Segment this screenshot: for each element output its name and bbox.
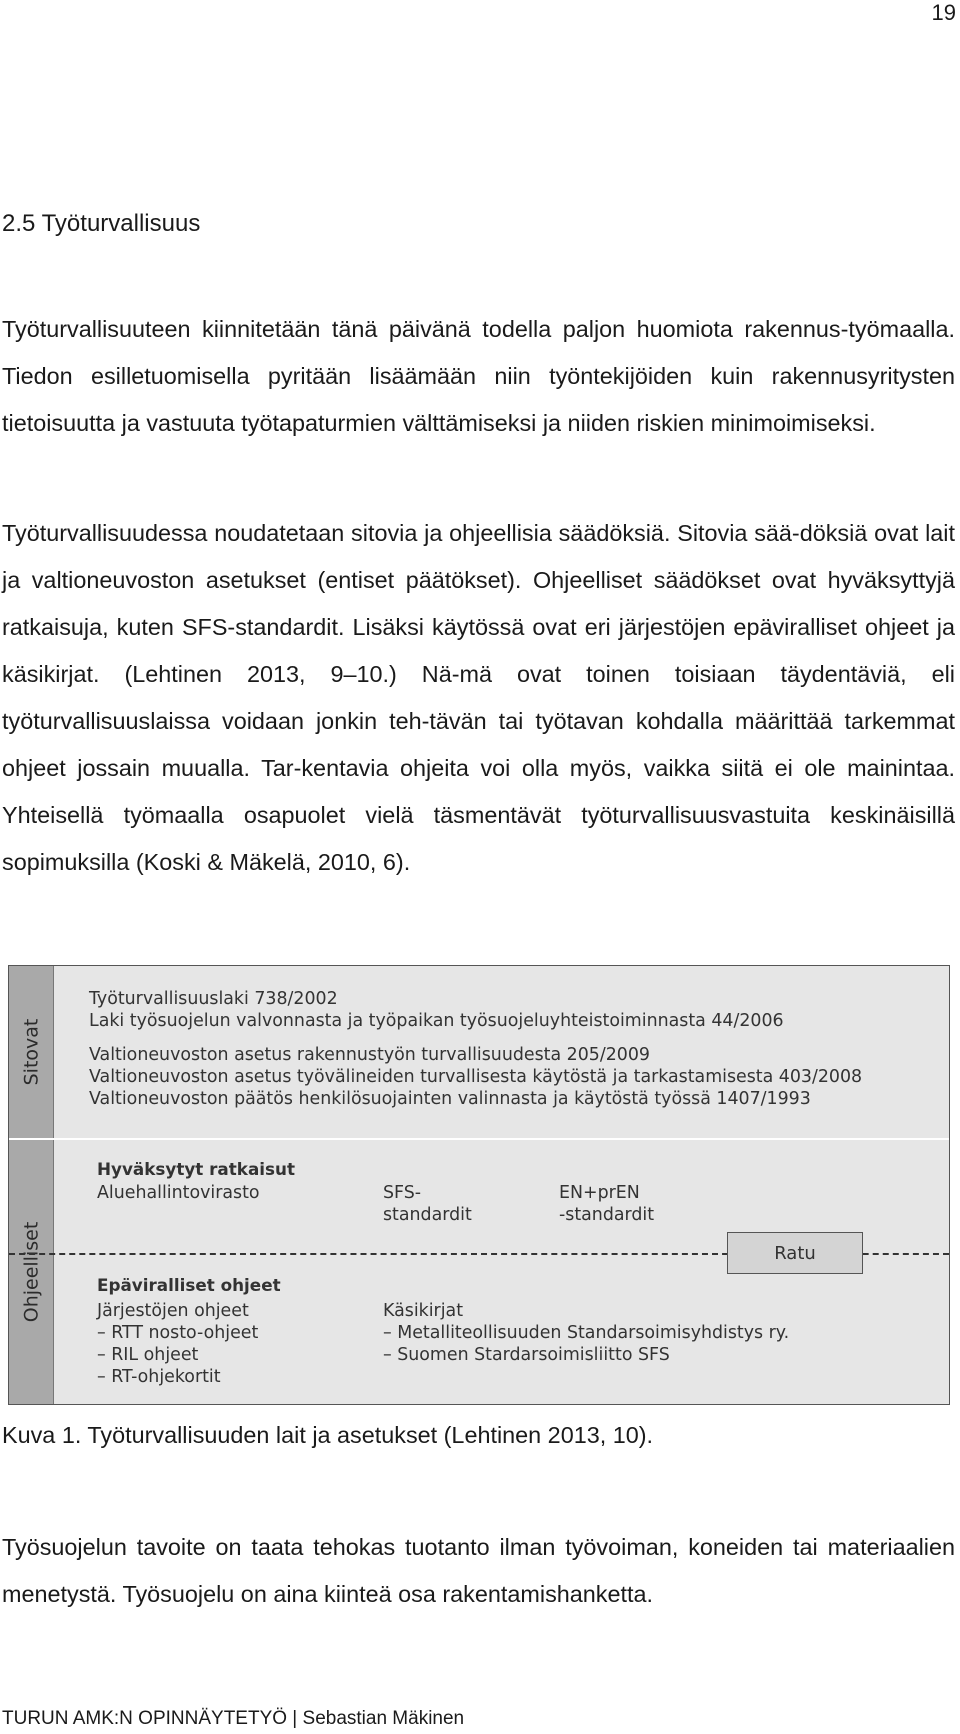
sitovat-line: Laki työsuojelun valvonnasta ja työpaikan työsuojeluyhteistoiminnasta 44/2006 [89, 1011, 784, 1031]
paragraph-regulations: Työturvallisuudessa noudatetaan sitovia ja ohjeellisia säädöksiä. Sitovia sää-döksiä ovat lait ja valtioneuvoston asetukset (entiset päätökset). Ohjeelliset säädökset ovat hyväksyttyjä ratkaisuja, kuten SFS-standardit. Lisäksi käytössä ovat eri järjestöjen epäviralliset ohjeet ja käsikirjat. (Lehtinen 2013, 9–10.) Nä-mä ovat toinen toisiaan täydentäviä, eli työturvallisuuslaissa voidaan jonkin teh-tävän tai työtavan kohdalla määrittää tarkemmat ohjeet jossain muualla. Tar-kentavia ohjeita voi olla myös, vaikka siitä ei ole mainintaa. Yhteisellä työmaalla osapuolet vielä täsmentävät työturvallisuusvastuita keskinäisillä sopimuksilla (Koski & Mäkelä, 2010, 6). [2, 520, 955, 875]
figure-caption: Kuva 1. Työturvallisuuden lait ja asetukset (Lehtinen 2013, 10). [2, 1422, 654, 1448]
kasikirjat-title: Käsikirjat [383, 1301, 464, 1321]
sitovat-line: Valtioneuvoston asetus työvälineiden turvallisesta käytöstä ja tarkastamisesta 403/2008 [89, 1067, 863, 1087]
sitovat-line: Työturvallisuuslaki 738/2002 [89, 989, 338, 1009]
jarjestojen-item: – RT-ohjekortit [97, 1367, 221, 1387]
page-number: 19 [931, 0, 956, 25]
jarjestojen-title: Järjestöjen ohjeet [97, 1301, 249, 1321]
side-label-ohjeelliset [9, 1140, 53, 1404]
regulations-figure [8, 965, 950, 1405]
paragraph-tyosuojelu: Työsuojelun tavoite on taata tehokas tuotanto ilman työvoiman, koneiden tai materiaalien menetystä. Työsuojelu on aina kiinteä osa rakentamishanketta. [2, 1534, 955, 1607]
figure-separator [9, 1138, 949, 1140]
side-label-sitovat [9, 966, 53, 1138]
kasikirjat-item: – Metalliteollisuuden Standarsoimisyhdistys ry. [383, 1323, 790, 1343]
sitovat-line: Valtioneuvoston päätös henkilösuojainten valinnasta ja käytöstä työssä 1407/1993 [89, 1089, 811, 1109]
kasikirjat-item: – Suomen Stardarsoimisliitto SFS [383, 1345, 670, 1365]
epaviralliset-title: Epäviralliset ohjeet [97, 1275, 281, 1295]
section-heading: 2.5 Työturvallisuus [2, 210, 201, 237]
en-label-line2: -standardit [559, 1205, 655, 1225]
ratu-box: Ratu [727, 1232, 863, 1274]
sfs-label-line2: standardit [383, 1205, 472, 1225]
jarjestojen-item: – RTT nosto-ohjeet [97, 1323, 259, 1343]
side-label-sitovat-text: Sitovat [20, 1018, 43, 1086]
paragraph-intro: Työturvallisuuteen kiinnitetään tänä päivänä todella paljon huomiota rakennus-työmaalla. Tiedon esilletuomisella pyritään lisäämään niin työntekijöiden kuin rakennusyritysten tietoisuutta ja vastuuta työtapaturmien välttämiseksi ja niiden riskien minimoimiseksi. [2, 316, 955, 436]
side-label-ohjeelliset-text: Ohjeelliset [20, 1221, 42, 1323]
jarjestojen-item: – RIL ohjeet [97, 1345, 199, 1365]
aluehallinto-label: Aluehallintovirasto [97, 1183, 260, 1203]
en-label-line1: EN+prEN [559, 1183, 640, 1203]
sfs-label-line1: SFS- [383, 1183, 422, 1203]
page-footer: TURUN AMK:N OPINNÄYTETYÖ | Sebastian Mäkinen [2, 1708, 465, 1729]
hyvaksytyt-title: Hyväksytyt ratkaisut [97, 1159, 295, 1179]
sitovat-line: Valtioneuvoston asetus rakennustyön turvallisuudesta 205/2009 [89, 1045, 650, 1065]
